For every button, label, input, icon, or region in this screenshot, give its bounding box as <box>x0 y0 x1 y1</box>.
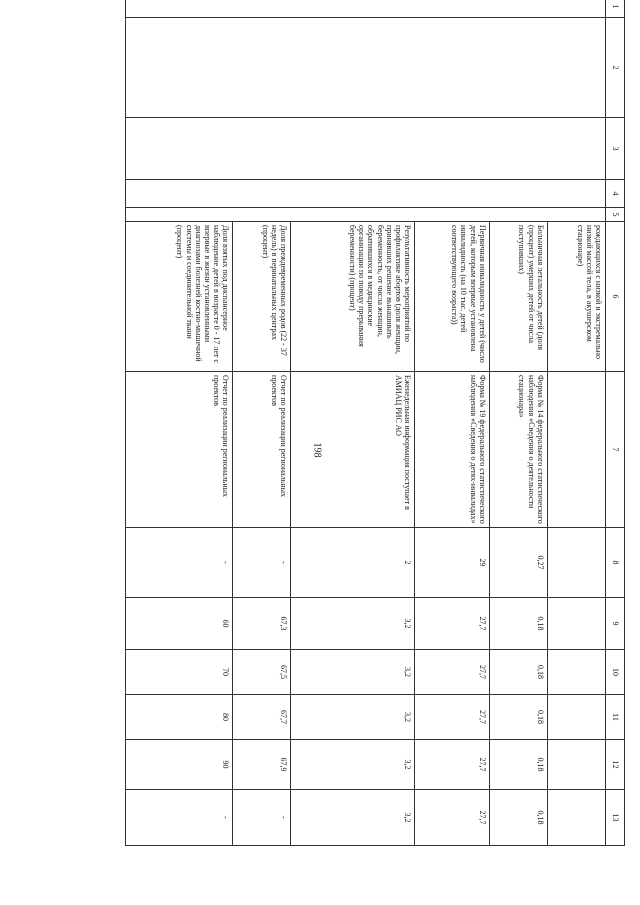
column-header-12: 12 <box>606 740 625 790</box>
value-cell: 67,7 <box>233 695 291 740</box>
column-number-row <box>606 0 625 846</box>
value-cell: 60 <box>126 598 233 650</box>
column-header-3: 3 <box>606 118 625 180</box>
indicator-cell: рождающихся с низкой и экстремально низкой массой тела, в акушерском стационаре) <box>547 222 605 372</box>
value-cell <box>547 695 605 740</box>
source-cell: Форма № 19 федерального статистического наблюдения «Сведения о детях-инвалидах» <box>415 372 490 528</box>
page-number: 198 <box>311 442 323 458</box>
value-cell: 2 <box>291 528 415 598</box>
cell-col2 <box>126 18 606 118</box>
value-cell: 3,2 <box>291 740 415 790</box>
value-cell: - <box>233 528 291 598</box>
column-header-13: 13 <box>606 790 625 846</box>
value-cell: 0,18 <box>489 598 547 650</box>
value-cell: 3,2 <box>291 695 415 740</box>
indicator-cell: Доля взятых под диспансерное наблюдение детей в возрасте 0 - 17 лет с впервые в жизни установленными диагнозами болезней костно-мышечной системы и соединительной ткани (процент) <box>126 222 233 372</box>
indicator-cell: Доля преждевременных родов (22 - 37 недель) в перинатальных центрах (процент) <box>233 222 291 372</box>
column-header-1: 1 <box>606 0 625 18</box>
value-cell: 3,2 <box>291 598 415 650</box>
indicator-cell: Больничная летальность детей (доля (процент) умерших детей от числа поступивших) <box>489 222 547 372</box>
value-cell <box>547 740 605 790</box>
column-header-11: 11 <box>606 695 625 740</box>
indicator-cell: Результативность мероприятий по профилактике абортов (доля женщин, принявших решение вынашивать беременность, от числа женщин, обратившихся в медицинские организации по поводу прерывания беременности) (процент) <box>291 222 415 372</box>
table-row <box>547 0 605 846</box>
value-cell: 67,3 <box>233 598 291 650</box>
column-header-8: 8 <box>606 528 625 598</box>
value-cell: 27,7 <box>415 740 490 790</box>
source-cell: Отчет по реализации региональных проектов <box>126 372 233 528</box>
column-header-4: 4 <box>606 180 625 208</box>
column-header-10: 10 <box>606 650 625 695</box>
column-header-6: 6 <box>606 222 625 372</box>
value-cell: 3,2 <box>291 790 415 846</box>
value-cell: 70 <box>126 650 233 695</box>
source-cell: Еженедельная информация поступает в АМИАЦ РИС АО <box>291 372 415 528</box>
cell-col4 <box>126 180 606 208</box>
value-cell: 27,7 <box>415 650 490 695</box>
value-cell: 80 <box>126 695 233 740</box>
value-cell: 3,2 <box>291 650 415 695</box>
value-cell: - <box>126 528 233 598</box>
value-cell: 67,5 <box>233 650 291 695</box>
column-header-2: 2 <box>606 18 625 118</box>
value-cell: 27,7 <box>415 598 490 650</box>
source-cell: Форма № 14 федерального статистического наблюдения «Сведения о деятельности стационара» <box>489 372 547 528</box>
value-cell: 27,7 <box>415 790 490 846</box>
value-cell: 0,18 <box>489 790 547 846</box>
value-cell: - <box>233 790 291 846</box>
value-cell: - <box>126 790 233 846</box>
indicator-cell: Первичная инвалидность у детей (число детей, которым впервые установлена инвалидность (на 10 тыс. детей соответствующего возраста)) <box>415 222 490 372</box>
value-cell <box>547 790 605 846</box>
value-cell: 29 <box>415 528 490 598</box>
value-cell: 90 <box>126 740 233 790</box>
value-cell: 0,18 <box>489 740 547 790</box>
column-header-9: 9 <box>606 598 625 650</box>
value-cell <box>547 598 605 650</box>
value-cell: 27,7 <box>415 695 490 740</box>
column-header-5: 5 <box>606 208 625 222</box>
value-cell: 0,18 <box>489 695 547 740</box>
value-cell: 0,18 <box>489 650 547 695</box>
cell-col1 <box>126 0 606 18</box>
column-header-7: 7 <box>606 372 625 528</box>
value-cell: 0,27 <box>489 528 547 598</box>
source-cell: Отчет по реализации региональных проектов <box>233 372 291 528</box>
rotated-table-wrapper <box>125 0 625 845</box>
value-cell <box>547 650 605 695</box>
value-cell: 67,9 <box>233 740 291 790</box>
cell-col5 <box>126 208 606 222</box>
value-cell <box>547 528 605 598</box>
source-cell <box>547 372 605 528</box>
cell-col3 <box>126 118 606 180</box>
indicators-table <box>125 0 625 846</box>
